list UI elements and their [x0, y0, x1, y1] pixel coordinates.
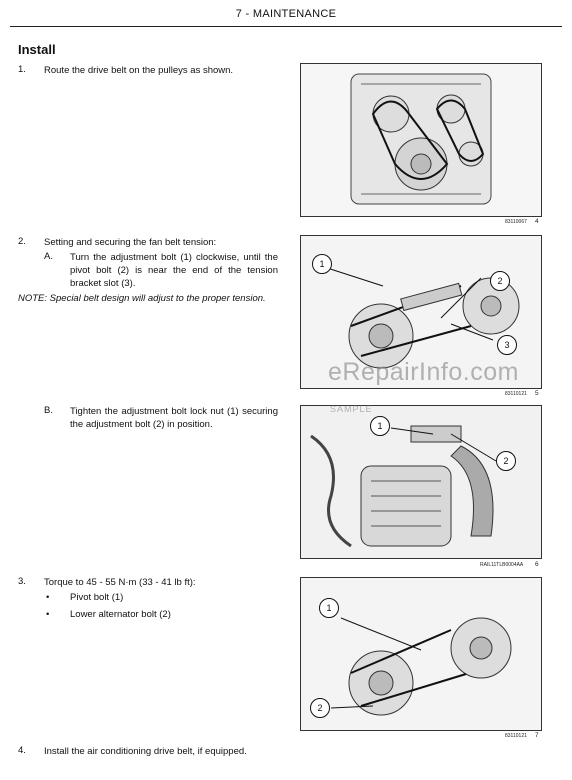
watermark: eRepairInfo.com — [328, 358, 519, 386]
step-1-number: 1. — [18, 64, 26, 75]
figure-lock-nut — [300, 405, 542, 559]
callout-2: 2 — [490, 271, 510, 291]
step-2a-text: Turn the adjustment bolt (1) clockwise, until the pivot bolt (2) is near the end of the tension bracket slot (3). — [70, 252, 278, 289]
section-title: Install — [18, 42, 56, 57]
page-header: 7 - MAINTENANCE — [235, 8, 337, 20]
bullet-mark: • — [46, 592, 50, 603]
figure-5-caption: 83110121 — [505, 391, 527, 397]
callout-3: 3 — [497, 335, 517, 355]
figure-torque-bolts — [300, 577, 542, 731]
figure-6-caption: RAIL11TLB0004AA — [480, 562, 524, 568]
figure-4-number: 4 — [535, 218, 539, 225]
bullet-pivot-bolt: Pivot bolt (1) — [70, 592, 124, 603]
figure-engine-belt-route — [300, 63, 542, 217]
callout-1: 1 — [370, 416, 390, 436]
step-2-number: 2. — [18, 236, 26, 247]
figure-5-number: 5 — [535, 390, 539, 397]
step-2b-text: Tighten the adjustment bolt lock nut (1) securing the adjustment bolt (2) in position. — [70, 406, 278, 430]
figure-4-caption: 83110067 — [505, 219, 527, 225]
torque-drawing — [301, 578, 541, 730]
step-4-number: 4. — [18, 745, 26, 756]
step-2-text: Setting and securing the fan belt tension: — [44, 237, 217, 248]
bullet-lower-alternator-bolt: Lower alternator bolt (2) — [70, 609, 171, 620]
header-rule — [10, 26, 562, 27]
callout-2: 2 — [496, 451, 516, 471]
step-3-text: Torque to 45 - 55 N·m (33 - 41 lb ft): — [44, 577, 196, 588]
step-1-text: Route the drive belt on the pulleys as shown. — [44, 65, 234, 76]
figure-7-number: 7 — [535, 732, 539, 739]
alternator-drawing — [301, 406, 541, 558]
note-text: NOTE: Special belt design will adjust to the proper tension. — [18, 293, 266, 304]
step-4-text: Install the air conditioning drive belt, if equipped. — [44, 746, 247, 757]
engine-drawing — [301, 64, 541, 216]
watermark-sub: SAMPLE — [330, 404, 373, 414]
callout-1: 1 — [312, 254, 332, 274]
bullet-mark: • — [46, 609, 50, 620]
figure-6-number: 6 — [535, 561, 539, 568]
callout-2: 2 — [310, 698, 330, 718]
step-3-number: 3. — [18, 576, 26, 587]
step-2a-label: A. — [44, 251, 53, 262]
step-2b-label: B. — [44, 405, 53, 416]
callout-1: 1 — [319, 598, 339, 618]
figure-7-caption: 83110121 — [505, 733, 527, 739]
